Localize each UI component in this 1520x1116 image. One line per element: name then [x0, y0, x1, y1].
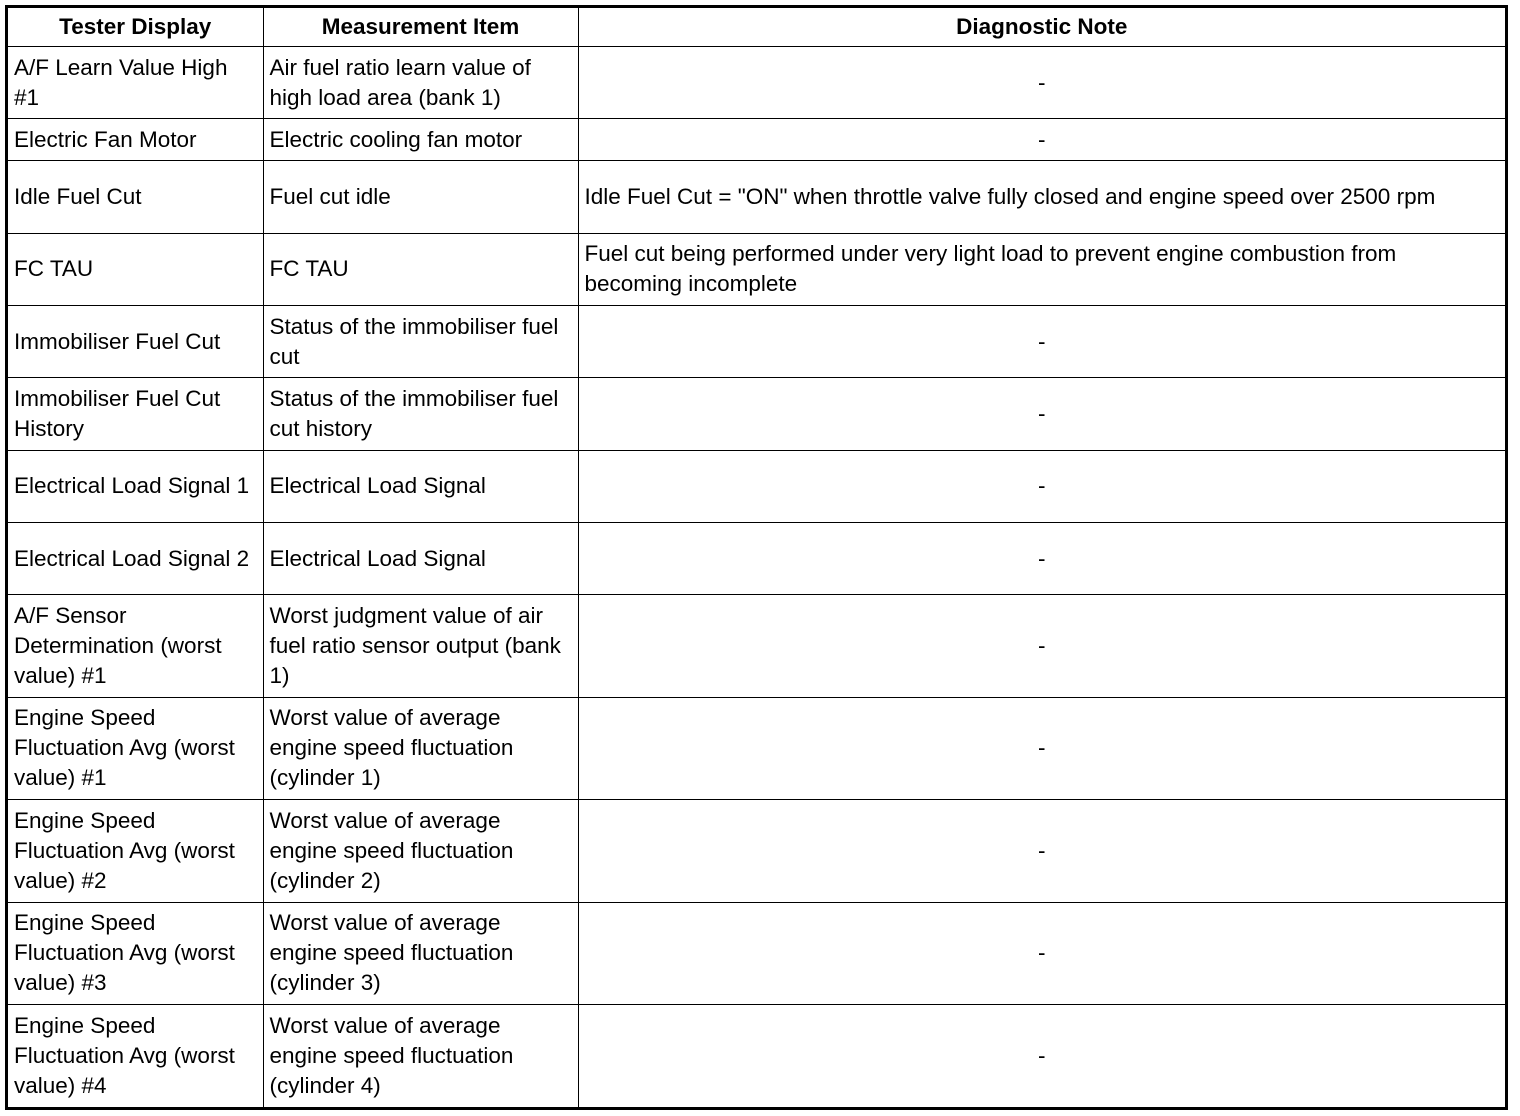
data-list-table [5, 5, 1508, 1110]
measurement-item-cell: FC TAU [263, 233, 578, 305]
diagnostic-note-cell: - [578, 697, 1505, 799]
table-row [8, 161, 1505, 233]
table-row [8, 450, 1505, 522]
tester-display-cell: Engine Speed Fluctuation Avg (worst value) #2 [8, 800, 263, 902]
diagnostic-note-cell: Idle Fuel Cut = "ON" when throttle valve fully closed and engine speed over 2500 rpm [578, 161, 1505, 233]
tester-display-cell: Engine Speed Fluctuation Avg (worst value) #4 [8, 1004, 263, 1107]
diagnostic-note-cell: - [578, 306, 1505, 378]
tester-display-cell: Engine Speed Fluctuation Avg (worst value) #3 [8, 902, 263, 1004]
diagnostic-note-cell: - [578, 595, 1505, 697]
table-row [8, 697, 1505, 799]
tester-display-cell: Immobiliser Fuel Cut History [8, 378, 263, 450]
table-row [8, 522, 1505, 594]
measurement-item-cell: Worst value of average engine speed fluctuation (cylinder 4) [263, 1004, 578, 1107]
tester-display-cell: Engine Speed Fluctuation Avg (worst value) #1 [8, 697, 263, 799]
table-row [8, 233, 1505, 305]
diagnostic-note-cell: - [578, 119, 1505, 161]
tester-display-cell: A/F Sensor Determination (worst value) #1 [8, 595, 263, 697]
table-row [8, 1004, 1505, 1107]
diagnostic-note-cell: Fuel cut being performed under very light load to prevent engine combustion from becoming incomplete [578, 233, 1505, 305]
diagnostic-note-cell: - [578, 1004, 1505, 1107]
header-row [8, 8, 1505, 47]
measurement-item-cell: Air fuel ratio learn value of high load area (bank 1) [263, 47, 578, 119]
diagnostic-note-cell: - [578, 47, 1505, 119]
measurement-item-cell: Electric cooling fan motor [263, 119, 578, 161]
tester-display-cell: Immobiliser Fuel Cut [8, 306, 263, 378]
measurement-item-cell: Status of the immobiliser fuel cut history [263, 378, 578, 450]
measurement-item-cell: Worst judgment value of air fuel ratio sensor output (bank 1) [263, 595, 578, 697]
table-row [8, 902, 1505, 1004]
table-row [8, 47, 1505, 119]
tester-display-cell: Electrical Load Signal 1 [8, 450, 263, 522]
measurement-item-cell: Worst value of average engine speed fluctuation (cylinder 1) [263, 697, 578, 799]
measurement-item-cell: Status of the immobiliser fuel cut [263, 306, 578, 378]
header-measurement-item: Measurement Item [263, 8, 578, 47]
header-tester-display: Tester Display [8, 8, 263, 47]
diagnostic-note-cell: - [578, 800, 1505, 902]
tester-display-cell: A/F Learn Value High #1 [8, 47, 263, 119]
measurement-item-cell: Electrical Load Signal [263, 450, 578, 522]
diagnostic-note-cell: - [578, 378, 1505, 450]
table-row [8, 800, 1505, 902]
tester-display-cell: Electric Fan Motor [8, 119, 263, 161]
measurement-item-cell: Fuel cut idle [263, 161, 578, 233]
header-diagnostic-note: Diagnostic Note [578, 8, 1505, 47]
measurement-item-cell: Worst value of average engine speed fluctuation (cylinder 2) [263, 800, 578, 902]
table-row [8, 378, 1505, 450]
diagnostic-note-cell: - [578, 450, 1505, 522]
tester-display-cell: FC TAU [8, 233, 263, 305]
diagnostic-note-cell: - [578, 902, 1505, 1004]
table-row [8, 119, 1505, 161]
tester-display-cell: Electrical Load Signal 2 [8, 522, 263, 594]
measurement-item-cell: Electrical Load Signal [263, 522, 578, 594]
measurement-item-cell: Worst value of average engine speed fluctuation (cylinder 3) [263, 902, 578, 1004]
table-row [8, 595, 1505, 697]
table [8, 8, 1505, 1107]
tester-display-cell: Idle Fuel Cut [8, 161, 263, 233]
diagnostic-note-cell: - [578, 522, 1505, 594]
table-row [8, 306, 1505, 378]
table-body [8, 47, 1505, 1108]
